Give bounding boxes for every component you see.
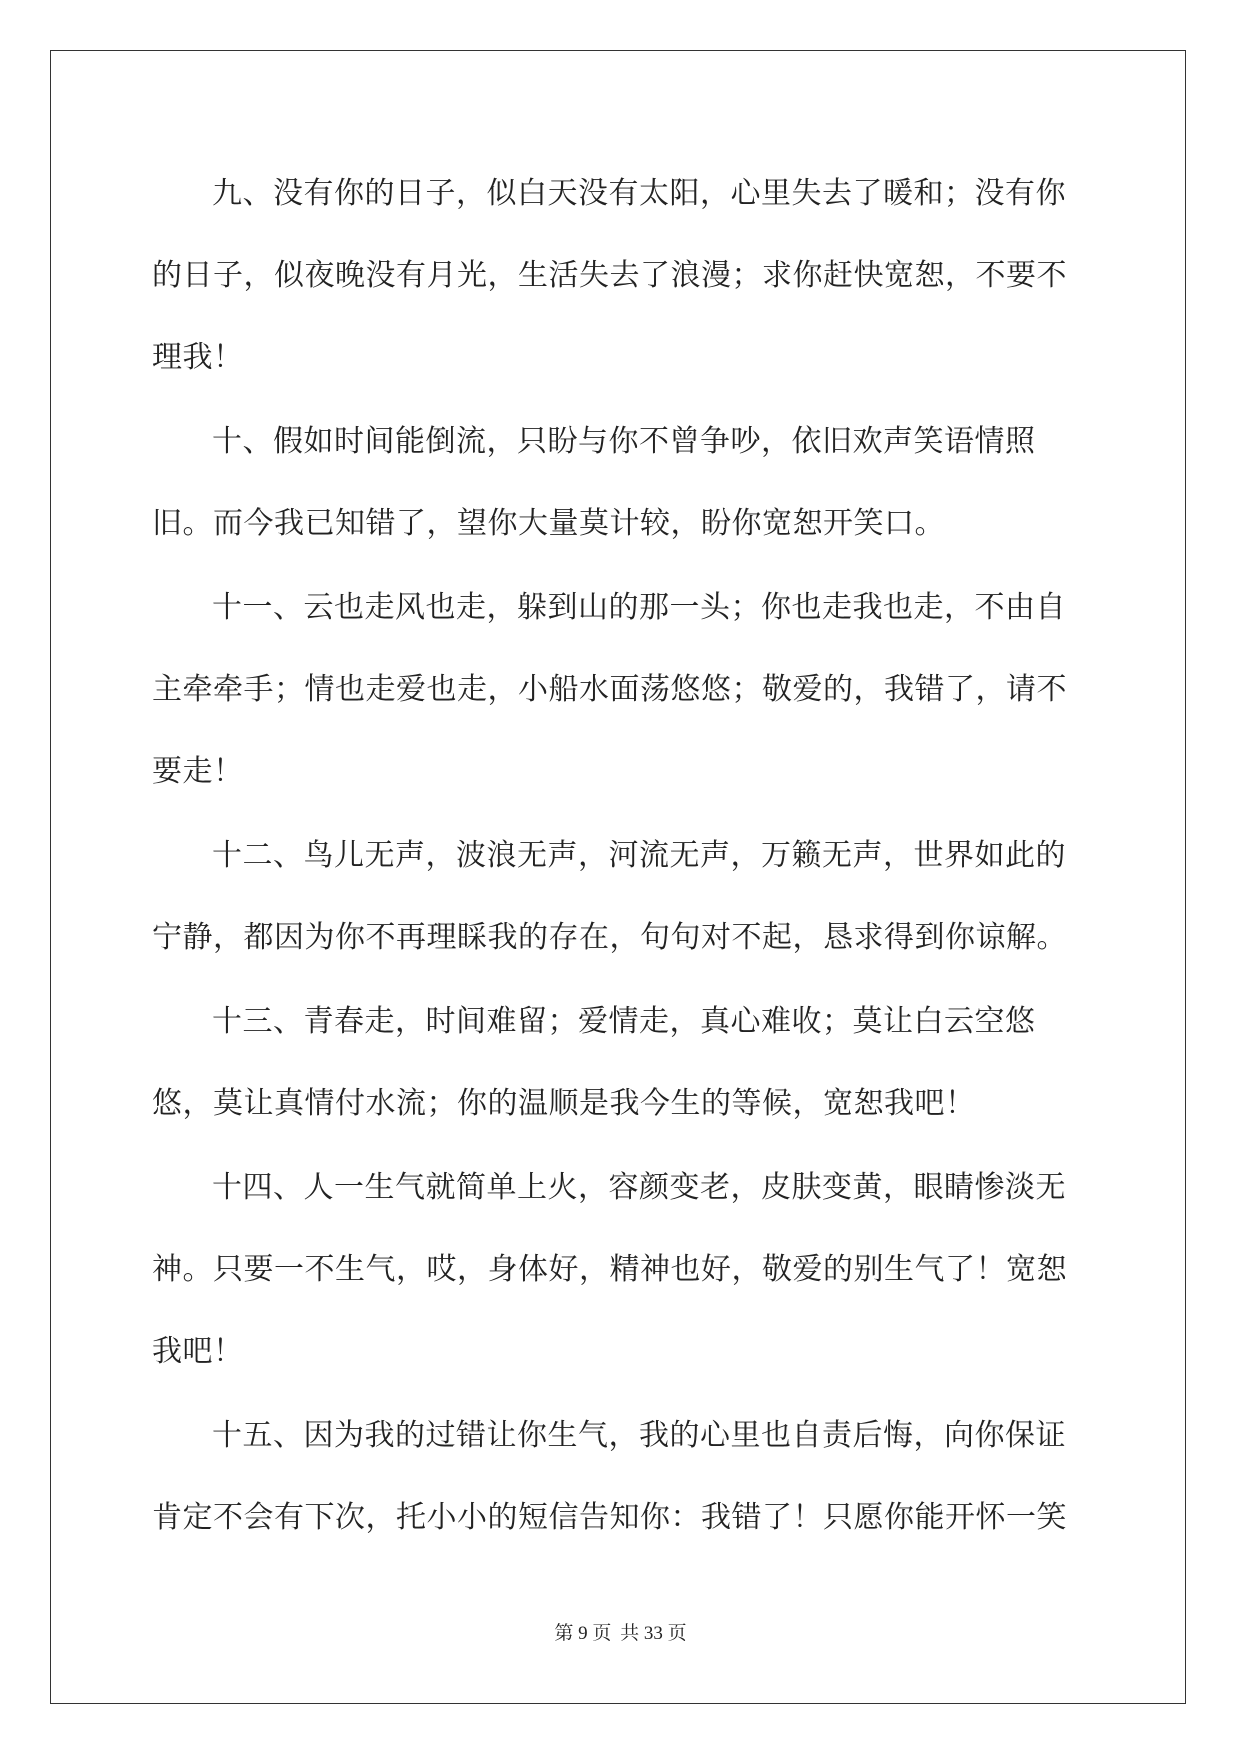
- page-footer: [0, 1618, 1241, 1645]
- paragraph-14: 十四、人一生气就简单上火，容颜变老，皮肤变黄，眼睛惨淡无神。只要一不生气，哎，身体好，精神也好，敬爱的别生气了！宽恕我吧！: [152, 1170, 1067, 1369]
- paragraph-10: 十、假如时间能倒流，只盼与你不曾争吵，依旧欢声笑语情照旧。而今我已知错了，望你大量莫计较，盼你宽恕开笑口。: [152, 424, 1036, 541]
- paragraph-12: 十二、鸟儿无声，波浪无声，河流无声，万籁无声，世界如此的宁静，都因为你不再理睬我的存在，句句对不起，恳求得到你谅解。: [152, 838, 1067, 955]
- paragraph-11: 十一、云也走风也走，躲到山的那一头；你也走我也走，不由自主牵牵手；情也走爱也走，小船水面荡悠悠；敬爱的，我错了，请不要走！: [152, 590, 1067, 789]
- paragraph-9: 九、没有你的日子，似白天没有太阳，心里失去了暖和；没有你的日子，似夜晚没有月光，生活失去了浪漫；求你赶快宽恕，不要不理我！: [152, 176, 1067, 375]
- document-body: [152, 153, 1087, 1561]
- paragraph-15: 十五、因为我的过错让你生气，我的心里也自责后悔，向你保证肯定不会有下次，托小小的短信告知你：我错了！只愿你能开怀一笑: [152, 1418, 1067, 1535]
- total-pages: 共 33 页: [620, 1623, 687, 1644]
- paragraph-13: 十三、青春走，时间难留；爱情走，真心难收；莫让白云空悠悠，莫让真情付水流；你的温顺是我今生的等候，宽恕我吧！: [152, 1004, 1036, 1121]
- page-number: 第 9 页: [554, 1623, 612, 1644]
